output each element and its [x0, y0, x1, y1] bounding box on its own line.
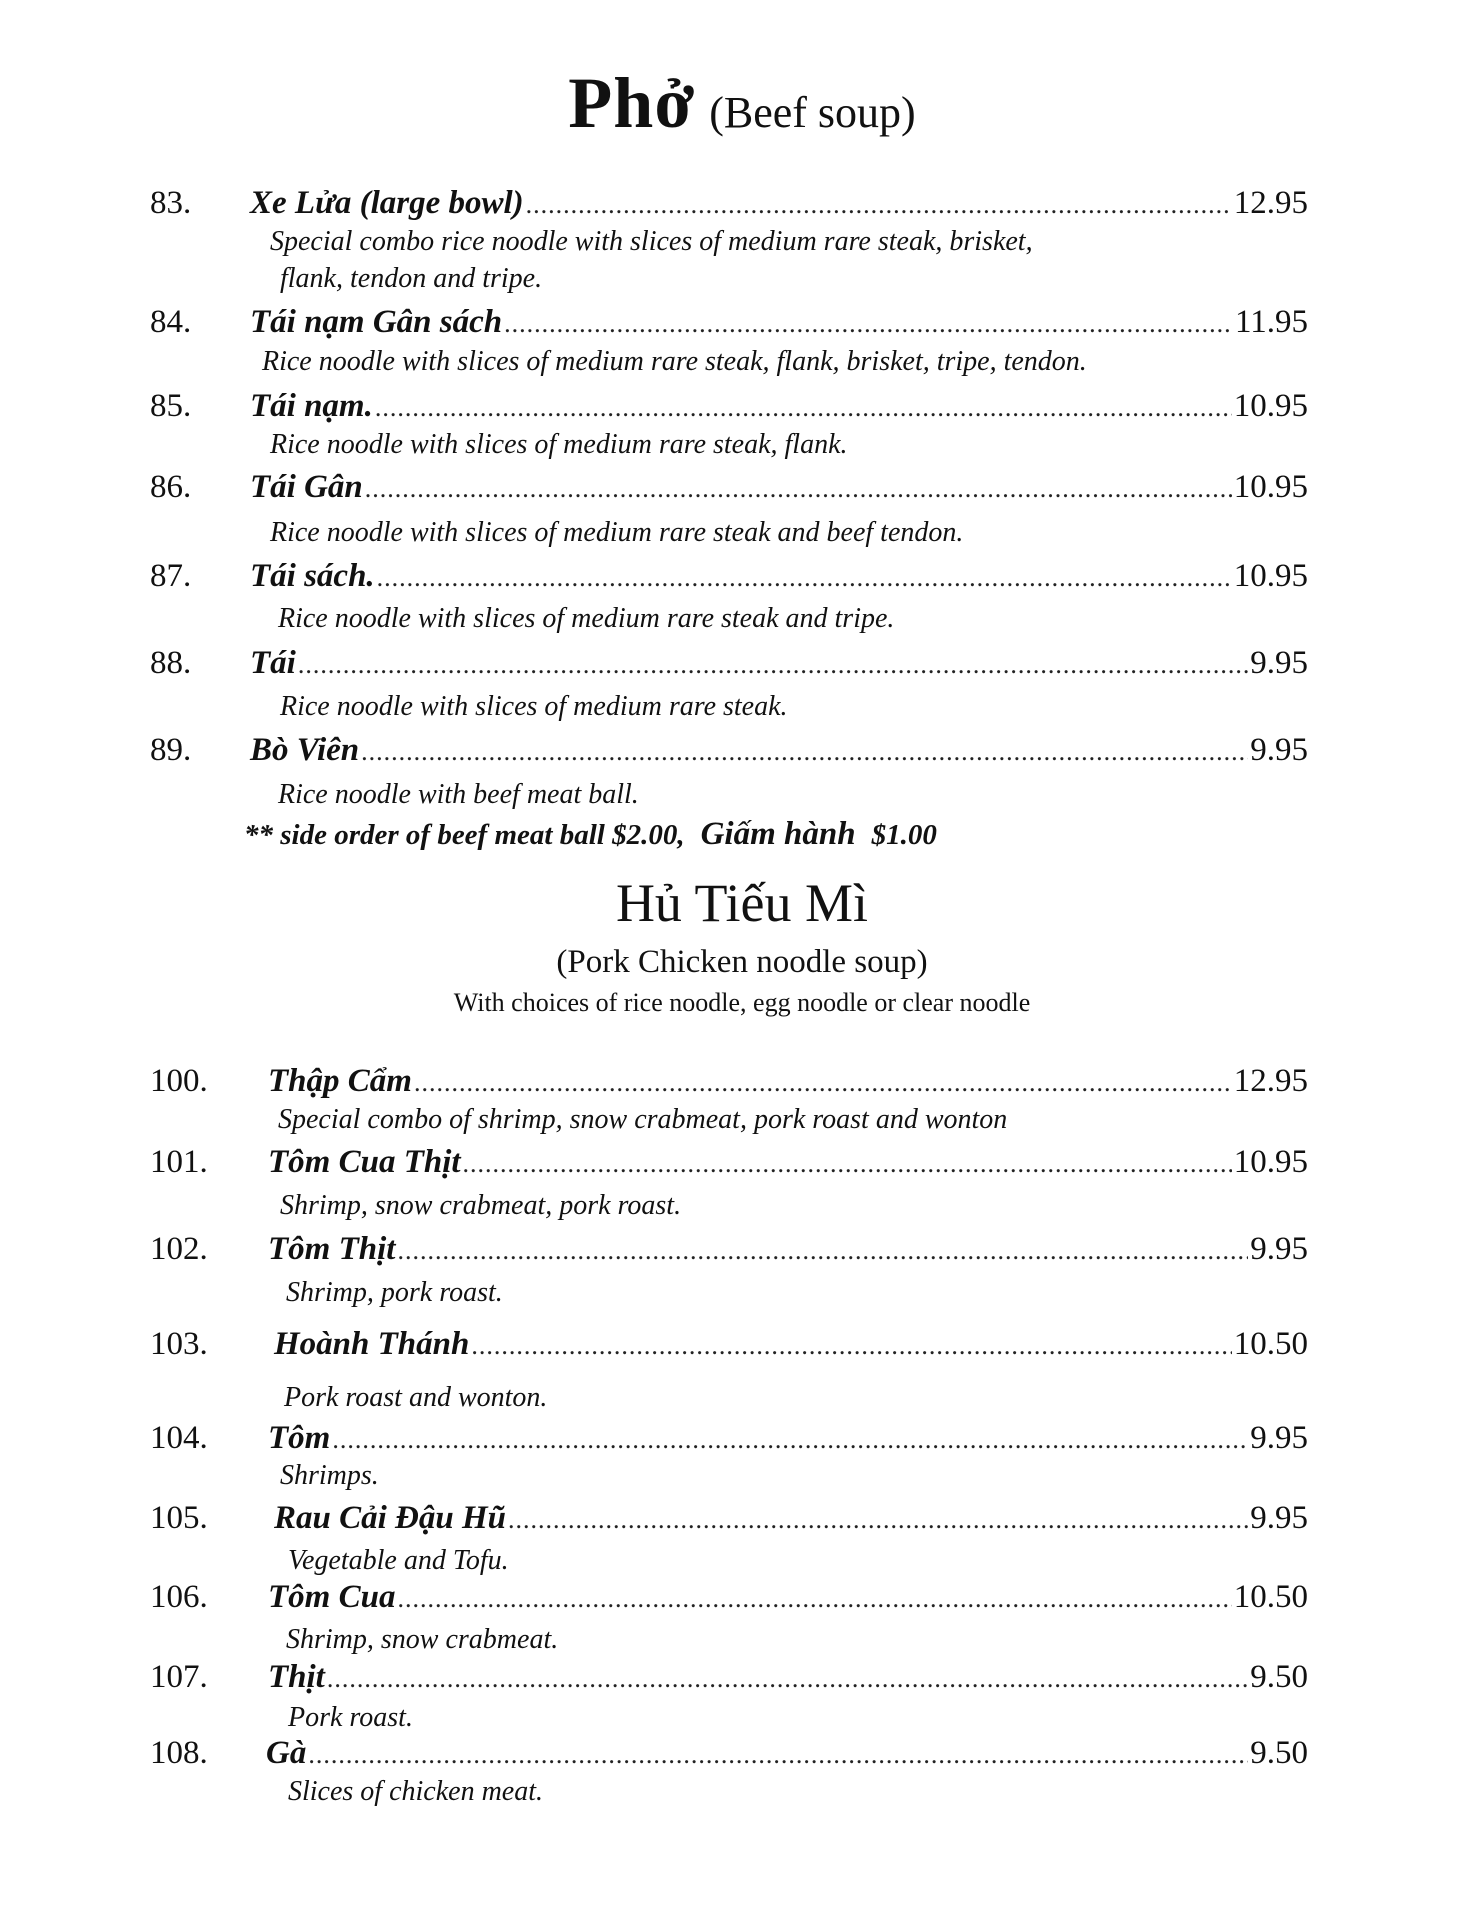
pho-section-title — [0, 62, 1484, 145]
item-name: Xe Lửa (large bowl) — [250, 185, 524, 221]
menu-item-107 — [150, 1654, 1308, 1700]
note-giam-hanh-price: $1.00 — [871, 819, 937, 851]
item-description: Shrimps. — [280, 1460, 379, 1491]
item-name: Tái Gân — [250, 469, 363, 505]
item-number: 89. — [150, 732, 192, 768]
item-number: 106. — [150, 1579, 208, 1615]
item-name: Hoành Thánh — [274, 1326, 470, 1362]
menu-item-104 — [150, 1415, 1308, 1461]
item-price: 12.95 — [1233, 1063, 1308, 1099]
item-price: 10.95 — [1233, 469, 1308, 505]
item-name: Tôm Thịt — [268, 1231, 396, 1267]
item-name: Tôm — [268, 1420, 331, 1456]
item-name: Tái — [250, 645, 296, 681]
item-number: 86. — [150, 469, 192, 505]
note-side-order: ** side order of beef meat ball $2.00, — [244, 819, 685, 851]
item-price: 10.50 — [1233, 1579, 1308, 1615]
item-price: 10.95 — [1233, 558, 1308, 594]
menu-item-102 — [150, 1226, 1308, 1272]
menu-item-103 — [150, 1321, 1308, 1367]
item-number: 84. — [150, 304, 192, 340]
side-order-note — [244, 816, 937, 853]
menu-item-85 — [150, 383, 1308, 429]
item-number: 85. — [150, 388, 192, 424]
item-price: 12.95 — [1233, 185, 1308, 221]
pho-title: Phở — [568, 63, 696, 143]
item-description: Slices of chicken meat. — [288, 1776, 544, 1807]
item-price: 9.95 — [1250, 1231, 1308, 1267]
menu-item-88 — [150, 640, 1308, 686]
item-price: 10.95 — [1233, 388, 1308, 424]
item-description: Shrimp, pork roast. — [286, 1277, 503, 1308]
item-description: Rice noodle with slices of medium rare steak and tripe. — [278, 603, 895, 634]
item-description: Special combo of shrimp, snow crabmeat, pork roast and wonton — [278, 1104, 1008, 1135]
item-name: Thập Cẩm — [268, 1063, 412, 1099]
menu-item-106 — [150, 1574, 1308, 1620]
item-number: 104. — [150, 1420, 208, 1456]
item-number: 100. — [150, 1063, 208, 1099]
item-price: 9.50 — [1250, 1735, 1308, 1771]
item-number: 105. — [150, 1500, 208, 1536]
pho-subtitle: (Beef soup) — [709, 88, 916, 137]
menu-item-87 — [150, 553, 1308, 599]
item-description: Pork roast. — [288, 1702, 413, 1733]
item-description: flank, tendon and tripe. — [280, 263, 543, 294]
menu-item-100 — [150, 1058, 1308, 1104]
item-number: 88. — [150, 645, 192, 681]
item-price: 11.95 — [1234, 304, 1308, 340]
item-name: Thịt — [268, 1659, 325, 1695]
item-number: 101. — [150, 1144, 208, 1180]
item-name: Tôm Cua Thịt — [268, 1144, 461, 1180]
menu-item-105 — [150, 1495, 1308, 1541]
item-description: Rice noodle with beef meat ball. — [278, 779, 639, 810]
item-price: 9.50 — [1250, 1659, 1308, 1695]
item-price: 10.95 — [1233, 1144, 1308, 1180]
menu-item-89 — [150, 727, 1308, 773]
menu-item-108 — [150, 1730, 1308, 1776]
item-price: 9.95 — [1250, 732, 1308, 768]
item-description: Rice noodle with slices of medium rare steak and beef tendon. — [270, 517, 964, 548]
menu-item-83 — [150, 180, 1308, 226]
item-name: Tái sách. — [250, 558, 375, 594]
item-description: Rice noodle with slices of medium rare steak, flank. — [270, 429, 848, 460]
item-price: 9.95 — [1250, 1420, 1308, 1456]
item-number: 83. — [150, 185, 192, 221]
item-number: 108. — [150, 1735, 208, 1771]
item-name: Tôm Cua — [268, 1579, 396, 1615]
item-name: Rau Cải Đậu Hũ — [274, 1500, 506, 1536]
item-price: 10.50 — [1233, 1326, 1308, 1362]
hu-tieu-noodle-choices: With choices of rice noodle, egg noodle or clear noodle — [453, 988, 1031, 1017]
item-description: Rice noodle with slices of medium rare steak. — [280, 691, 788, 722]
note-giam-hanh: Giấm hành — [700, 816, 856, 852]
hu-tieu-subtitle: (Pork Chicken noodle soup) — [556, 944, 928, 980]
item-name: Tái nạm Gân sách — [250, 304, 503, 340]
item-name: Bò Viên — [250, 732, 360, 768]
item-description: Vegetable and Tofu. — [288, 1545, 509, 1576]
menu-item-101 — [150, 1139, 1308, 1185]
item-name: Tái nạm. — [250, 388, 373, 424]
item-description: Rice noodle with slices of medium rare steak, flank, brisket, tripe, tendon. — [262, 346, 1087, 377]
item-number: 102. — [150, 1231, 208, 1267]
item-price: 9.95 — [1250, 645, 1308, 681]
item-number: 107. — [150, 1659, 208, 1695]
menu-item-84 — [150, 299, 1308, 345]
item-number: 103. — [150, 1326, 208, 1362]
item-number: 87. — [150, 558, 192, 594]
item-price: 9.95 — [1250, 1500, 1308, 1536]
hu-tieu-title: Hủ Tiếu Mì — [615, 873, 869, 933]
item-description: Special combo rice noodle with slices of medium rare steak, brisket, — [270, 226, 1033, 257]
item-description: Shrimp, snow crabmeat, pork roast. — [280, 1190, 682, 1221]
item-description: Pork roast and wonton. — [284, 1382, 548, 1413]
item-name: Gà — [266, 1735, 307, 1771]
item-description: Shrimp, snow crabmeat. — [286, 1624, 559, 1655]
menu-item-86 — [150, 464, 1308, 510]
